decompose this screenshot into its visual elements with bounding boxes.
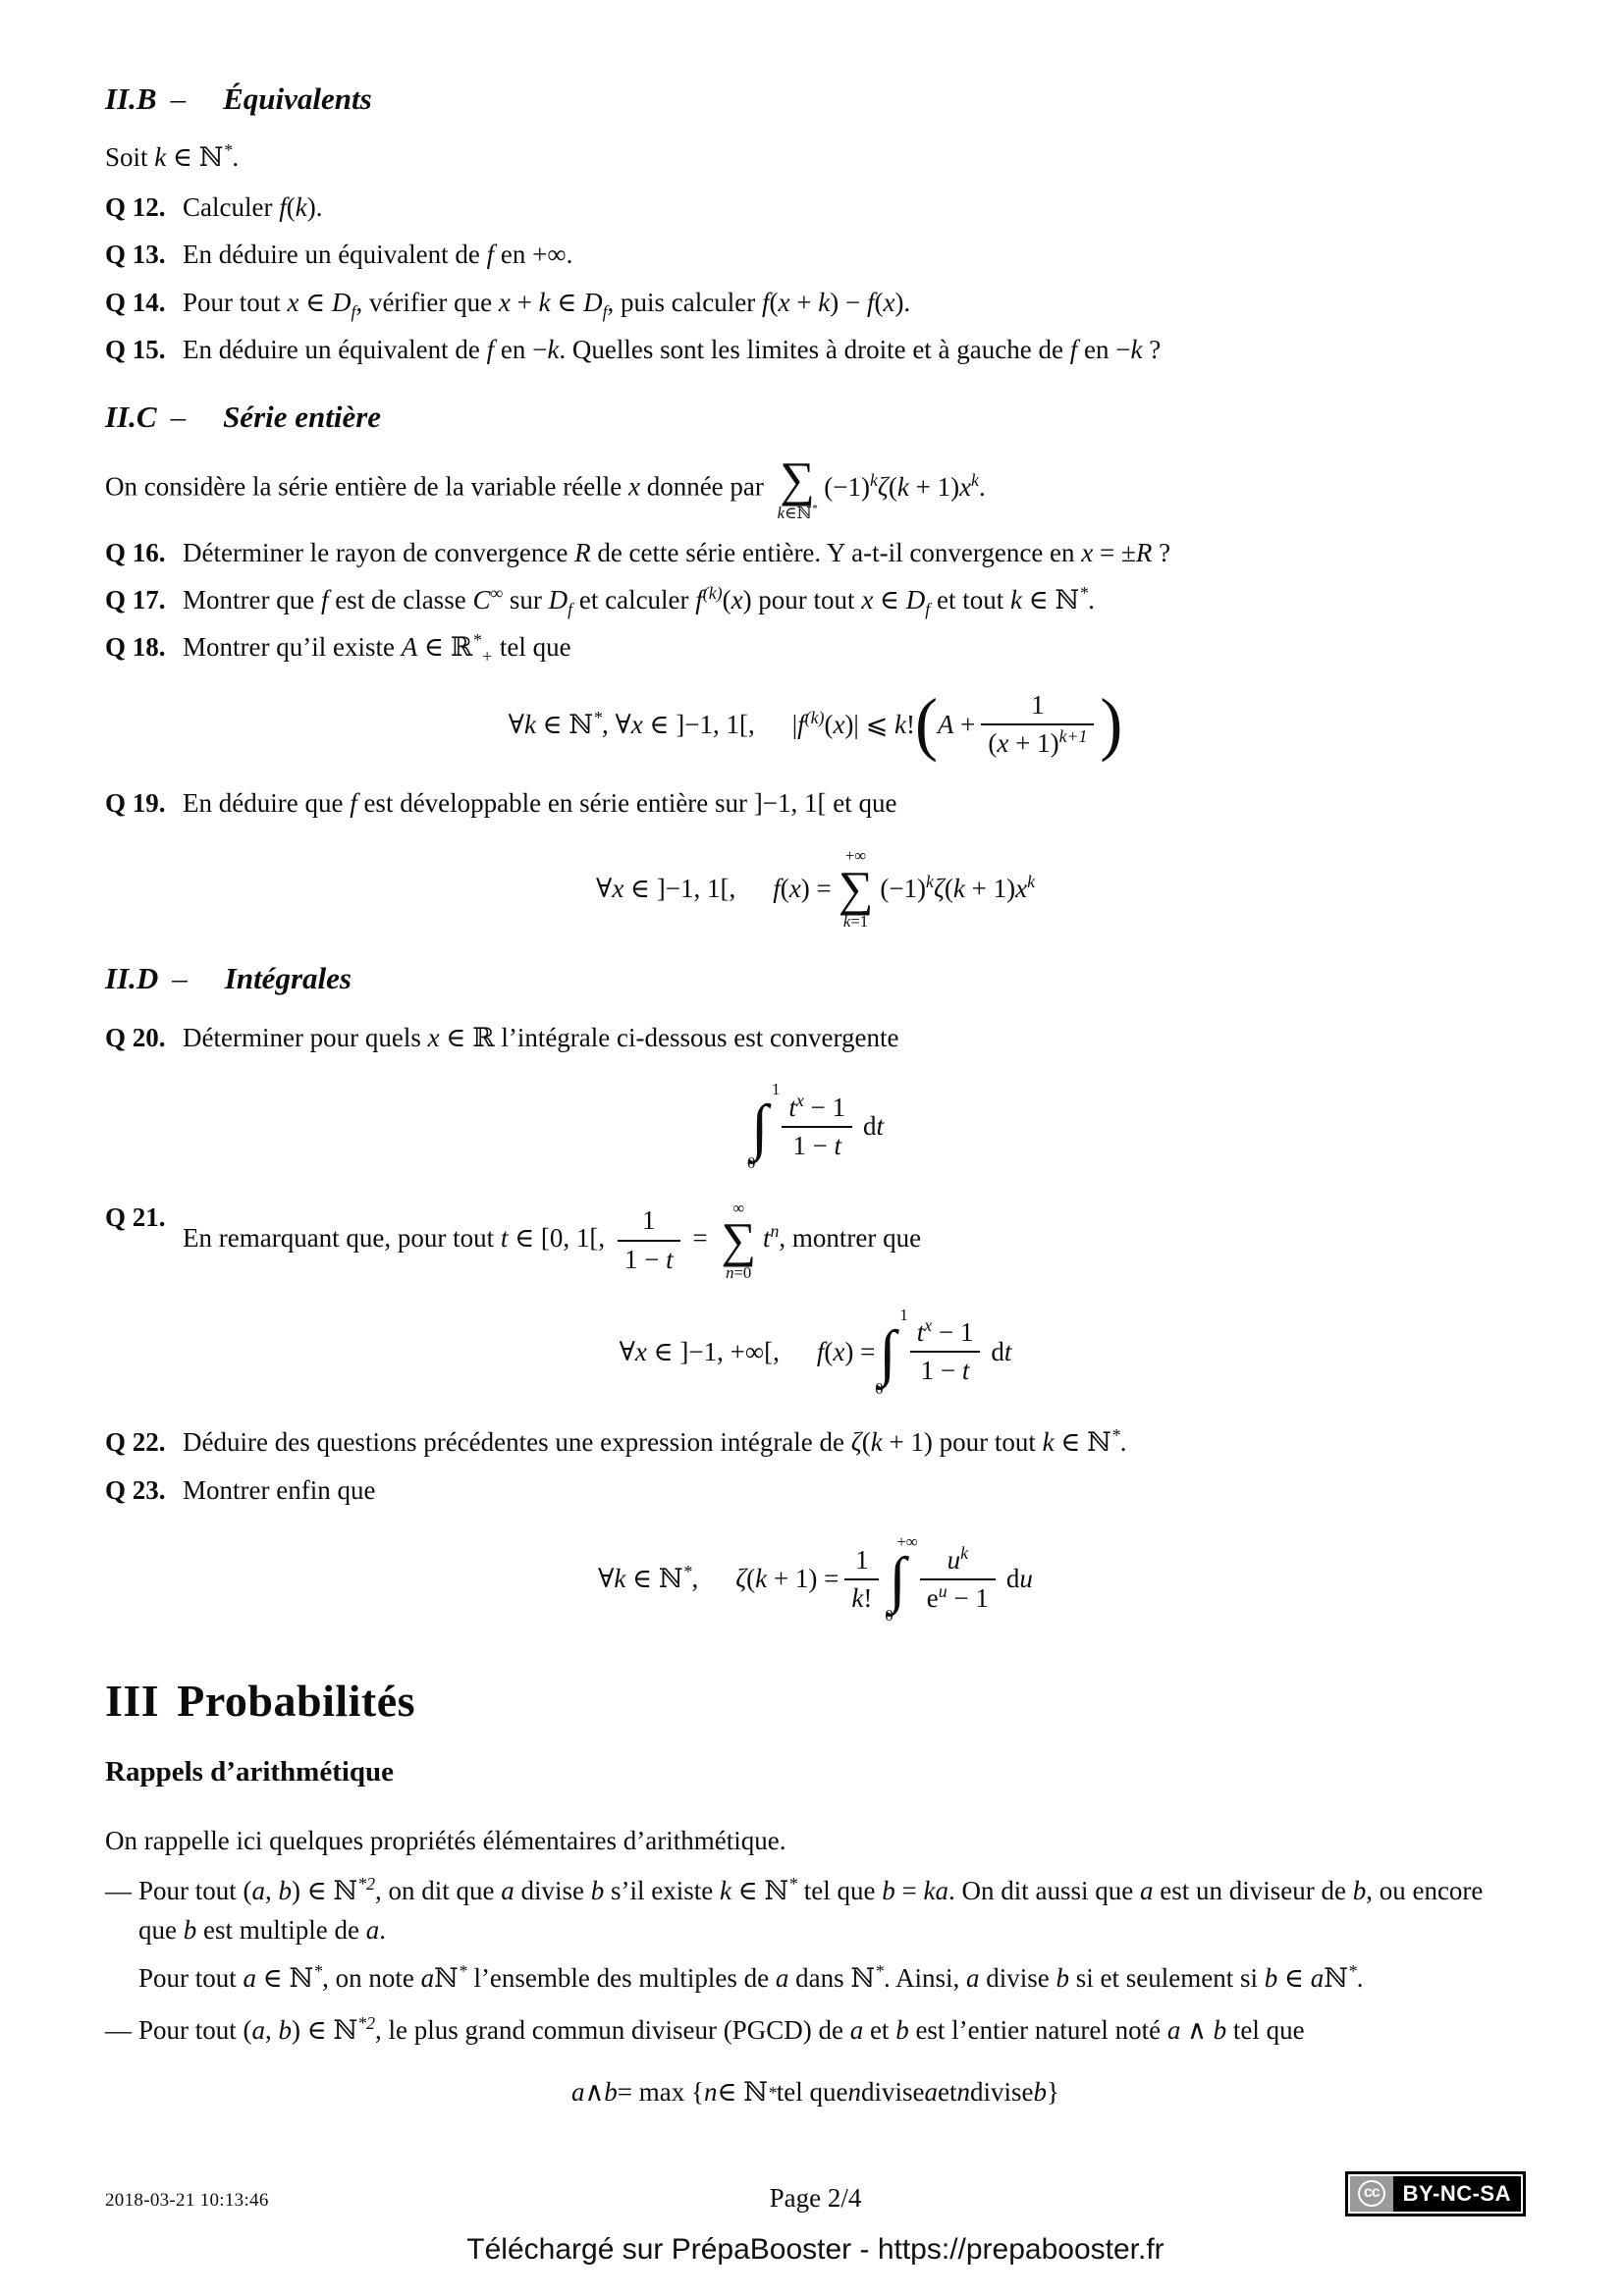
fraction-denominator: k!: [844, 1578, 879, 1614]
page-number: Page 2/4: [769, 2183, 862, 2214]
question-q19: [105, 784, 1526, 823]
pgcd-display-formula: a ∧ b = max { n ∈ ℕ * tel que n divise a et n divise b }: [571, 2076, 1059, 2107]
question-q13-label: Q 13.: [105, 240, 166, 270]
q23-display-formula: [105, 1533, 1526, 1626]
subsection-rappels-heading: Rappels d’arithmétique: [105, 1756, 395, 1789]
section-number: II.B: [105, 81, 157, 116]
fraction: [782, 1090, 852, 1161]
section-dash: –: [172, 961, 188, 996]
question-q16-label: Q 16.: [105, 537, 166, 567]
question-q22-label: Q 22.: [105, 1427, 166, 1458]
bullet-item-2: [105, 2011, 1526, 2050]
question-q18-text: Montrer qu’il existe A ∈ ℝ*$_+$ tel que: [183, 630, 571, 667]
section-title: Équivalents: [223, 81, 372, 116]
question-q15-label: Q 15.: [105, 334, 166, 364]
question-q18: [105, 628, 1526, 667]
sum-lower-limit: n=0: [726, 1263, 752, 1283]
question-q23-text: Montrer enfin que: [183, 1474, 376, 1505]
formula-quantifiers: ∀k ∈ ℕ*,: [598, 1562, 699, 1594]
question-q12-text: Calculer f(k).: [183, 192, 323, 223]
formula-lhs: f(x) =: [816, 1336, 876, 1366]
cc-by-nc-sa-badge[interactable]: [1345, 2171, 1526, 2216]
integral-symbol: ∫: [879, 1316, 896, 1387]
formula-quantifiers: ∀x ∈ ]−1, 1[,: [596, 873, 736, 903]
integral-operator: [746, 1079, 781, 1173]
question-q13: [105, 236, 1526, 274]
integral-lower-bound: 0: [885, 1606, 893, 1626]
iic-intro-pre: On considère la série entière de la variable réelle x donnée par: [105, 471, 771, 502]
sum-lower-limit: k∈ℕ*: [777, 502, 818, 522]
generation-timestamp: 2018-03-21 10:13:46: [105, 2189, 269, 2211]
question-q20: [105, 1019, 1526, 1057]
formula-quantifiers: ∀k ∈ ℕ*, ∀x ∈ ]−1, 1[,: [508, 707, 755, 739]
question-q23: [105, 1471, 1526, 1510]
formula-series-term: $(-1)^k\zeta(k + 1)x^k$: [880, 871, 1035, 903]
sum-symbol: ∑: [721, 1211, 756, 1267]
formula-inequality: $|f^{(k)}(x)|$ ⩽ k!: [791, 707, 915, 739]
section-title: Intégrales: [224, 961, 352, 996]
cc-logo: [1350, 2176, 1393, 2212]
question-q21-label: Q 21.: [105, 1201, 166, 1232]
fraction-denominator: $(x + 1)^{k+1}$: [981, 723, 1094, 759]
integral-lower-bound: 0: [875, 1379, 884, 1398]
question-q17-text: Montrer que f est de classe C∞ sur $D_f$ et calculer $f^{(k)}(x)$ pour tout x ∈ $D_f$ et tout k ∈ ℕ*.: [183, 582, 1095, 619]
q21-text-post: $t^n$, montrer que: [763, 1220, 922, 1253]
question-q20-text: Déterminer pour quels x ∈ ℝ l’intégrale ci-dessous est convergente: [183, 1022, 899, 1052]
integral-symbol: ∫: [889, 1544, 906, 1615]
q21-display-formula: [105, 1307, 1526, 1399]
q18-display-formula: [105, 684, 1526, 764]
fraction-numerator: $t^x - 1$: [916, 1315, 974, 1348]
download-source-link[interactable]: Téléchargé sur PrépaBooster - https://prepabooster.fr: [466, 2232, 1164, 2266]
formula-quantifiers: ∀x ∈ ]−1, +∞[,: [619, 1336, 780, 1366]
formula-inner-term: A +: [937, 709, 976, 739]
cc-license-label: BY-NC-SA: [1393, 2176, 1521, 2212]
question-q22: [105, 1423, 1526, 1462]
open-paren: (: [914, 684, 938, 764]
sum-operator: [839, 846, 874, 931]
fraction-denominator: 1 − t: [618, 1240, 680, 1275]
iic-intro-paragraph: [105, 452, 1526, 522]
question-q15-text: En déduire un équivalent de f en −k. Quelles sont les limites à droite et à gauche de f en −k ?: [183, 334, 1162, 364]
question-q14: [105, 284, 1526, 322]
question-q14-text: Pour tout x ∈ $D_f$, vérifier que x + k ∈ $D_f$, puis calculer f(x + k) − f(x).: [183, 287, 911, 321]
question-q19-label: Q 19.: [105, 788, 166, 819]
question-q15: [105, 331, 1526, 369]
bullet-dash: —: [105, 2014, 132, 2045]
bullet-item-1: [105, 1872, 1526, 1949]
fraction-denominator: 1 − t: [910, 1351, 981, 1386]
sum-operator: [777, 452, 818, 522]
equals-sign: =: [685, 1222, 715, 1253]
fraction: [981, 690, 1094, 759]
integral-upper-bound: +∞: [896, 1531, 918, 1551]
section-heading-iib: [105, 80, 1526, 117]
question-q12: [105, 188, 1526, 227]
sum-lower-limit: k=1: [842, 912, 869, 932]
question-q20-label: Q 20.: [105, 1022, 166, 1052]
fraction-integrand: [920, 1542, 996, 1614]
bullet-1-subparagraph: Pour tout a ∈ ℕ*, on note aℕ* l’ensemble des multiples de a dans ℕ*. Ainsi, a divise b si et seulement si b ∈ aℕ*.: [138, 1960, 1364, 1993]
q20-display-formula: [105, 1081, 1526, 1173]
fraction-numerator: 1: [855, 1544, 869, 1575]
fraction-one-over-k-factorial: [844, 1545, 879, 1614]
footer-row: [105, 2175, 1526, 2218]
sum-upper-limit: ∞: [732, 1198, 745, 1217]
iib-intro-paragraph: Soit k ∈ ℕ*.: [105, 140, 240, 173]
differential-term: dt: [863, 1111, 885, 1142]
fraction-numerator: $t^x - 1$: [788, 1090, 846, 1122]
question-q12-label: Q 12.: [105, 192, 166, 223]
formula-lhs: ζ(k + 1) =: [735, 1564, 839, 1594]
sum-symbol: ∑: [838, 860, 874, 916]
integral-symbol: ∫: [750, 1092, 769, 1162]
question-q21-text: [183, 1199, 1526, 1283]
differential-term: dt: [991, 1336, 1012, 1366]
chapter-title: Probabilités: [177, 1675, 416, 1726]
section-number: II.C: [105, 399, 157, 434]
section-dash: –: [170, 399, 187, 434]
question-q13-text: En déduire un équivalent de f en +∞.: [183, 240, 573, 270]
fraction-numerator: $u^k$: [947, 1542, 968, 1575]
q21-text-pre: En remarquant que, pour tout t ∈ [0, 1[,: [183, 1222, 612, 1253]
fraction: [618, 1205, 680, 1274]
fraction-numerator: 1: [1031, 690, 1045, 721]
question-q23-label: Q 23.: [105, 1474, 166, 1505]
cc-logo-letters: cc: [1358, 2180, 1385, 2207]
question-q17-label: Q 17.: [105, 584, 166, 614]
arithmetic-intro-paragraph: On rappelle ici quelques propriétés élémentaires d’arithmétique.: [105, 1826, 786, 1856]
question-q16-text: Déterminer le rayon de convergence R de cette série entière. Y a-t-il convergence en x = ±R ?: [183, 537, 1171, 567]
integral-operator: [885, 1531, 918, 1626]
integral-upper-bound: 1: [771, 1079, 781, 1098]
page-footer: [105, 2175, 1526, 2271]
chapter-number: III: [105, 1675, 160, 1726]
question-q17: [105, 581, 1526, 619]
question-q21: [105, 1199, 1526, 1283]
section-heading-iid: [105, 960, 1526, 996]
fraction-numerator: 1: [642, 1205, 656, 1236]
sum-operator: [721, 1199, 756, 1283]
integral-upper-bound: 1: [899, 1305, 908, 1324]
section-number: II.D: [105, 961, 159, 996]
question-q14-label: Q 14.: [105, 287, 166, 317]
q19-display-formula: [105, 846, 1526, 931]
section-dash: –: [170, 81, 187, 116]
sum-upper-limit: +∞: [844, 846, 867, 866]
fraction-denominator: $e^u - 1$: [920, 1578, 996, 1614]
differential-term: du: [1005, 1564, 1033, 1594]
close-paren: ): [1100, 684, 1123, 764]
fraction: [910, 1317, 981, 1386]
section-heading-iic: [105, 399, 1526, 435]
bullet-dash: —: [105, 1876, 132, 1906]
section-title: Série entière: [223, 399, 382, 434]
question-q16: [105, 534, 1526, 572]
fraction-denominator: 1 − t: [782, 1126, 852, 1161]
bullet-1-text: Pour tout (a, b) ∈ ℕ$^{*2}$, on dit que a divise b s’il existe k ∈ ℕ* tel que b = ka. On dit aussi que a est un diviseur de b, ou encore que b est multiple de a.: [138, 1874, 1484, 1945]
iic-intro-post: $(-1)^k\zeta(k + 1)x^k$.: [824, 469, 986, 502]
integral-operator: [875, 1305, 908, 1399]
question-q19-text: En déduire que f est développable en série entière sur ]−1, 1[ et que: [183, 788, 897, 819]
question-q18-label: Q 18.: [105, 632, 166, 663]
sum-symbol: ∑: [780, 452, 815, 507]
bullet-2-text: Pour tout (a, b) ∈ ℕ$^{*2}$, le plus grand commun diviseur (PGCD) de a et b est l’entier naturel noté a ∧ b tel que: [138, 2012, 1305, 2045]
formula-lhs: f(x) =: [773, 873, 832, 903]
integral-lower-bound: 0: [746, 1153, 756, 1173]
question-q22-text: Déduire des questions précédentes une expression intégrale de ζ(k + 1) pour tout k ∈ ℕ*.: [183, 1425, 1127, 1458]
section-heading-iii: [105, 1677, 1526, 1727]
